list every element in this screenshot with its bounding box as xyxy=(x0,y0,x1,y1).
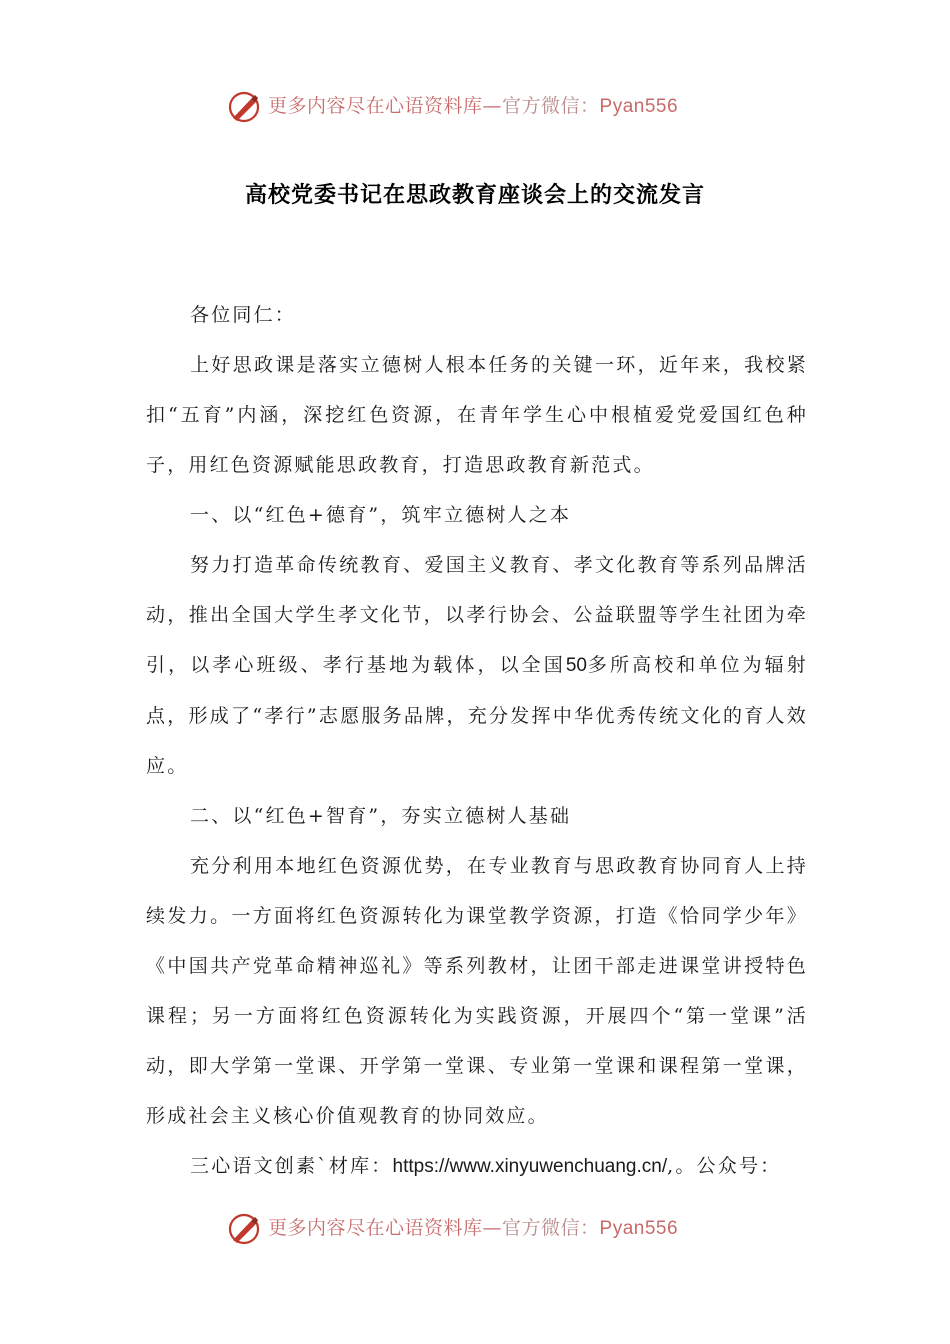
section2-heading: 二、以“红色+智育”，夯实立德树人基础 xyxy=(190,805,572,827)
footer-label: 三心语文创素`材库： xyxy=(190,1155,393,1177)
watermark-wechat-id: Pyan556 xyxy=(599,1218,679,1239)
section1-paragraph xyxy=(146,540,808,791)
section2-paragraph: 充分利用本地红色资源优势，在专业教育与思政教育协同育人上持续发力。一方面将红色资源转化为课堂教学资源，打造《恰同学少年》《中国共产党革命精神巡礼》等系列教材，让团干部走进课堂讲授特色课程；另一方面将红色资源转化为实践资源，开展四个“第一堂课”活动，即大学第一堂课、开学第一堂课、专业第一堂课和课程第一堂课，形成社会主义核心价值观教育的协同效应。 xyxy=(146,855,808,1127)
document-title: 高校党委书记在思政教育座谈会上的交流发言 xyxy=(244,183,705,208)
footer-url[interactable]: https://www.xinyuwenchuang.cn/ xyxy=(392,1156,668,1177)
section1-text-a: 努力打造革命传统教育、爱国主义教育、孝文化教育等系列品牌活动，推出全国大学生孝文化节，以孝行协会、公益联盟等学生社团为牵引，以孝心班级、孝行基地为载体，以全国 xyxy=(146,554,808,676)
pen-nib-logo-icon xyxy=(227,1212,261,1246)
footer-suffix: ,。公众号： xyxy=(667,1155,782,1177)
header-watermark xyxy=(0,84,950,128)
watermark-main: 更多内容尽在心语资料库 xyxy=(268,1217,483,1239)
footer-watermark xyxy=(0,1206,950,1250)
document-body xyxy=(146,290,808,1192)
watermark-wechat-label: 官方微信： xyxy=(502,95,600,117)
footer-line xyxy=(146,1141,808,1192)
watermark-wechat-label: 官方微信： xyxy=(502,1217,600,1239)
watermark-text xyxy=(268,93,678,120)
watermark-text xyxy=(268,1215,678,1242)
intro-paragraph: 上好思政课是落实立德树人根本任务的关键一环，近年来，我校紧扣“五育”内涵，深挖红色资源，在青年学生心中根植爱党爱国红色种子，用红色资源赋能思政教育，打造思政教育新范式。 xyxy=(146,354,808,476)
watermark-wechat-id: Pyan556 xyxy=(599,96,679,117)
watermark-dash: — xyxy=(482,1217,503,1239)
salutation: 各位同仁： xyxy=(190,304,297,326)
pen-nib-logo-icon xyxy=(227,90,261,124)
watermark-dash: — xyxy=(482,95,503,117)
section1-number: 50 xyxy=(565,655,587,676)
watermark-main: 更多内容尽在心语资料库 xyxy=(268,95,483,117)
section1-text-b: 多所高校和单位为辐射点，形成了“孝行”志愿服务品牌，充分发挥中华优秀传统文化的育人效应。 xyxy=(146,654,808,777)
section1-heading: 一、以“红色+德育”，筑牢立德树人之本 xyxy=(190,504,572,526)
